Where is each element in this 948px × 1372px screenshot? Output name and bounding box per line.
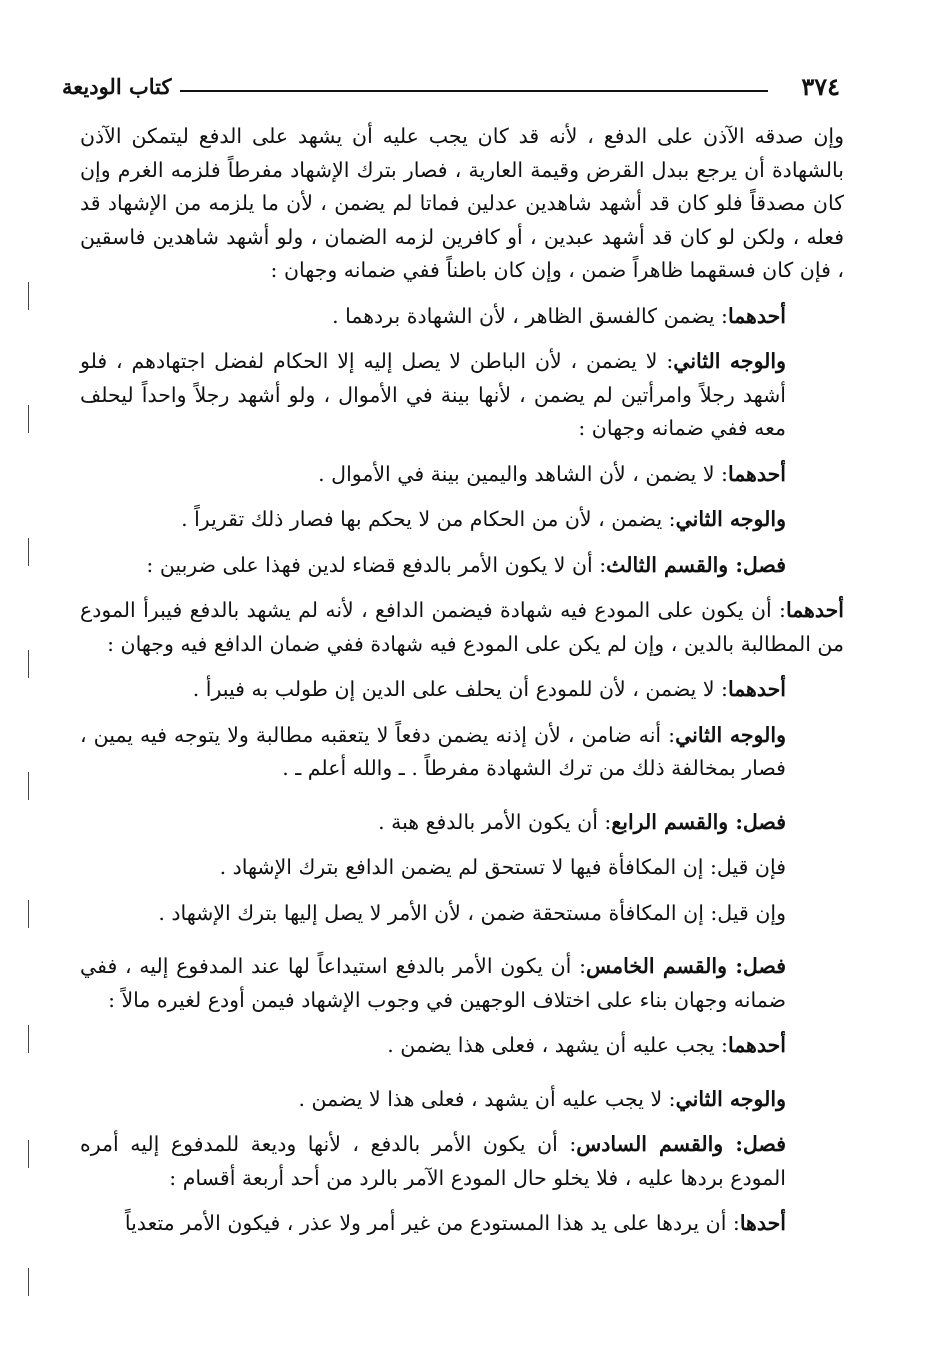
margin-mark <box>28 538 29 566</box>
margin-mark <box>28 282 29 310</box>
paragraph-15: والوجه الثاني: لا يجب عليه أن يشهد ، فعلى هذا لا يضمن . <box>298 1086 786 1111</box>
lead-phrase: أحدهما <box>727 303 786 328</box>
margin-mark <box>28 650 29 678</box>
paragraph-9: والوجه الثاني: أنه ضامن ، لأن إذنه يضمن دفعاً لا يتعقبه مطالبة ولا يتوجه فيه يمين ، فصار بمخالفة ذلك من ترك الشهادة مفرطاً . ـ والله أعلم ـ . <box>80 722 786 780</box>
lead-phrase: فصل: والقسم الرابع <box>611 809 786 834</box>
paragraph-2: أحدهما: يضمن كالفسق الظاهر ، لأن الشهادة بردهما . <box>332 303 786 328</box>
paragraph-7: أحدهما: أن يكون على المودع فيه شهادة فيضمن الدافع ، لأنه لم يشهد بالدفع فيبرأ المودع من المطالبة بالدين ، وإن لم يكن على المودع فيه شهادة ففي ضمان الدافع فيه وجهان : <box>80 598 844 656</box>
lead-phrase: أحدهما <box>727 677 786 701</box>
lead-phrase: فصل: والقسم السادس <box>576 1132 786 1156</box>
paragraph-6: فصل: والقسم الثالث: أن لا يكون الأمر بالدفع قضاء لدين فهذا على ضربين : <box>146 552 786 577</box>
paragraph-13: فصل: والقسم الخامس: أن يكون الأمر بالدفع استيداعاً لها عند المدفوع إليه ، ففي ضمانه وجهان بناء على اختلاف الوجهين في وجوب الإشهاد فيمن أودع لغيره مالاً : <box>80 954 786 1012</box>
header-rule <box>180 90 768 92</box>
paragraph-8: أحدهما: لا يضمن ، لأن للمودع أن يحلف على الدين إن طولب به فيبرأ . <box>192 677 786 701</box>
paragraph-4: أحدهما: لا يضمن ، لأن الشاهد واليمين بينة في الأموال . <box>318 461 786 486</box>
lead-phrase: والوجه الثاني <box>673 349 786 373</box>
lead-phrase: أحدهما <box>785 598 844 622</box>
lead-phrase: والوجه الثاني <box>675 1086 786 1111</box>
page-body <box>80 120 844 1253</box>
paragraph-16: فصل: والقسم السادس: أن يكون الأمر بالدفع ، لأنها وديعة للمدفوع إليه أمره المودع بردها عليه ، فلا يخلو حال المودع الآمر بالرد من أحد أربعة أقسام : <box>80 1132 786 1190</box>
lead-phrase: أحدهما <box>727 461 786 486</box>
paragraph-12: وإن قيل: إن المكافأة مستحقة ضمن ، لأن الأمر لا يصل إليها بترك الإشهاد . <box>158 900 786 925</box>
lead-phrase: والوجه الثاني <box>675 722 786 747</box>
paragraph-17: أحدها: أن يردها على يد هذا المستودع من غير أمر ولا عذر ، فيكون الأمر متعدياً <box>124 1211 786 1235</box>
lead-phrase: أحدهما <box>727 1033 786 1057</box>
lead-phrase: والوجه الثاني <box>675 507 786 531</box>
paragraph-10: فصل: والقسم الرابع: أن يكون الأمر بالدفع هبة . <box>378 809 786 834</box>
margin-mark <box>28 1140 29 1168</box>
lead-phrase: فصل: والقسم الخامس <box>585 954 786 978</box>
margin-mark <box>28 900 29 928</box>
margin-mark <box>28 1025 29 1053</box>
page-number: ٣٧٤ <box>801 72 840 101</box>
running-title: كتاب الوديعة <box>62 74 172 99</box>
paragraph-3: والوجه الثاني: لا يضمن ، لأن الباطن لا يصل إليه إلا الحكام لفضل اجتهادهم ، فلو أشهد رجلاً وامرأتين لم يضمن ، لأنها بينة في الأموال ، ولو أشهد رجلاً واحداً ليحلف معه ففي ضمانه وجهان : <box>80 349 786 440</box>
margin-mark <box>28 1268 29 1296</box>
lead-phrase: أحدها <box>739 1211 786 1235</box>
paragraph-14: أحدهما: يجب عليه أن يشهد ، فعلى هذا يضمن . <box>387 1033 786 1057</box>
lead-phrase: فصل: والقسم الثالث <box>606 552 786 577</box>
margin-mark <box>28 405 29 433</box>
margin-mark <box>28 772 29 800</box>
page-header <box>62 72 840 104</box>
paragraph-1: وإن صدقه الآذن على الدفع ، لأنه قد كان يجب عليه أن يشهد على الدفع ليتمكن الآذن بالشهادة أن يرجع ببدل القرض وقيمة العارية ، فصار بترك الإشهاد مفرطاً فلزمه الغرم وإن كان مصدقاً فلو كان قد أشهد شاهدين عدلين فماتا لم يضمن ، لأن ما يلزمه من الإشهاد قد فعله ، ولكن لو كان قد أشهد عبدين ، أو كافرين لزمه الضمان ، ولو أشهد شاهدين فاسقين ، فإن كان فسقهما ظاهراً ضمن ، وإن كان باطناً ففي ضمانه وجهان : <box>80 124 844 282</box>
paragraph-11: فإن قيل: إن المكافأة فيها لا تستحق لم يضمن الدافع بترك الإشهاد . <box>219 855 786 879</box>
paragraph-5: والوجه الثاني: يضمن ، لأن من الحكام من لا يحكم بها فصار ذلك تقريراً . <box>181 507 786 531</box>
